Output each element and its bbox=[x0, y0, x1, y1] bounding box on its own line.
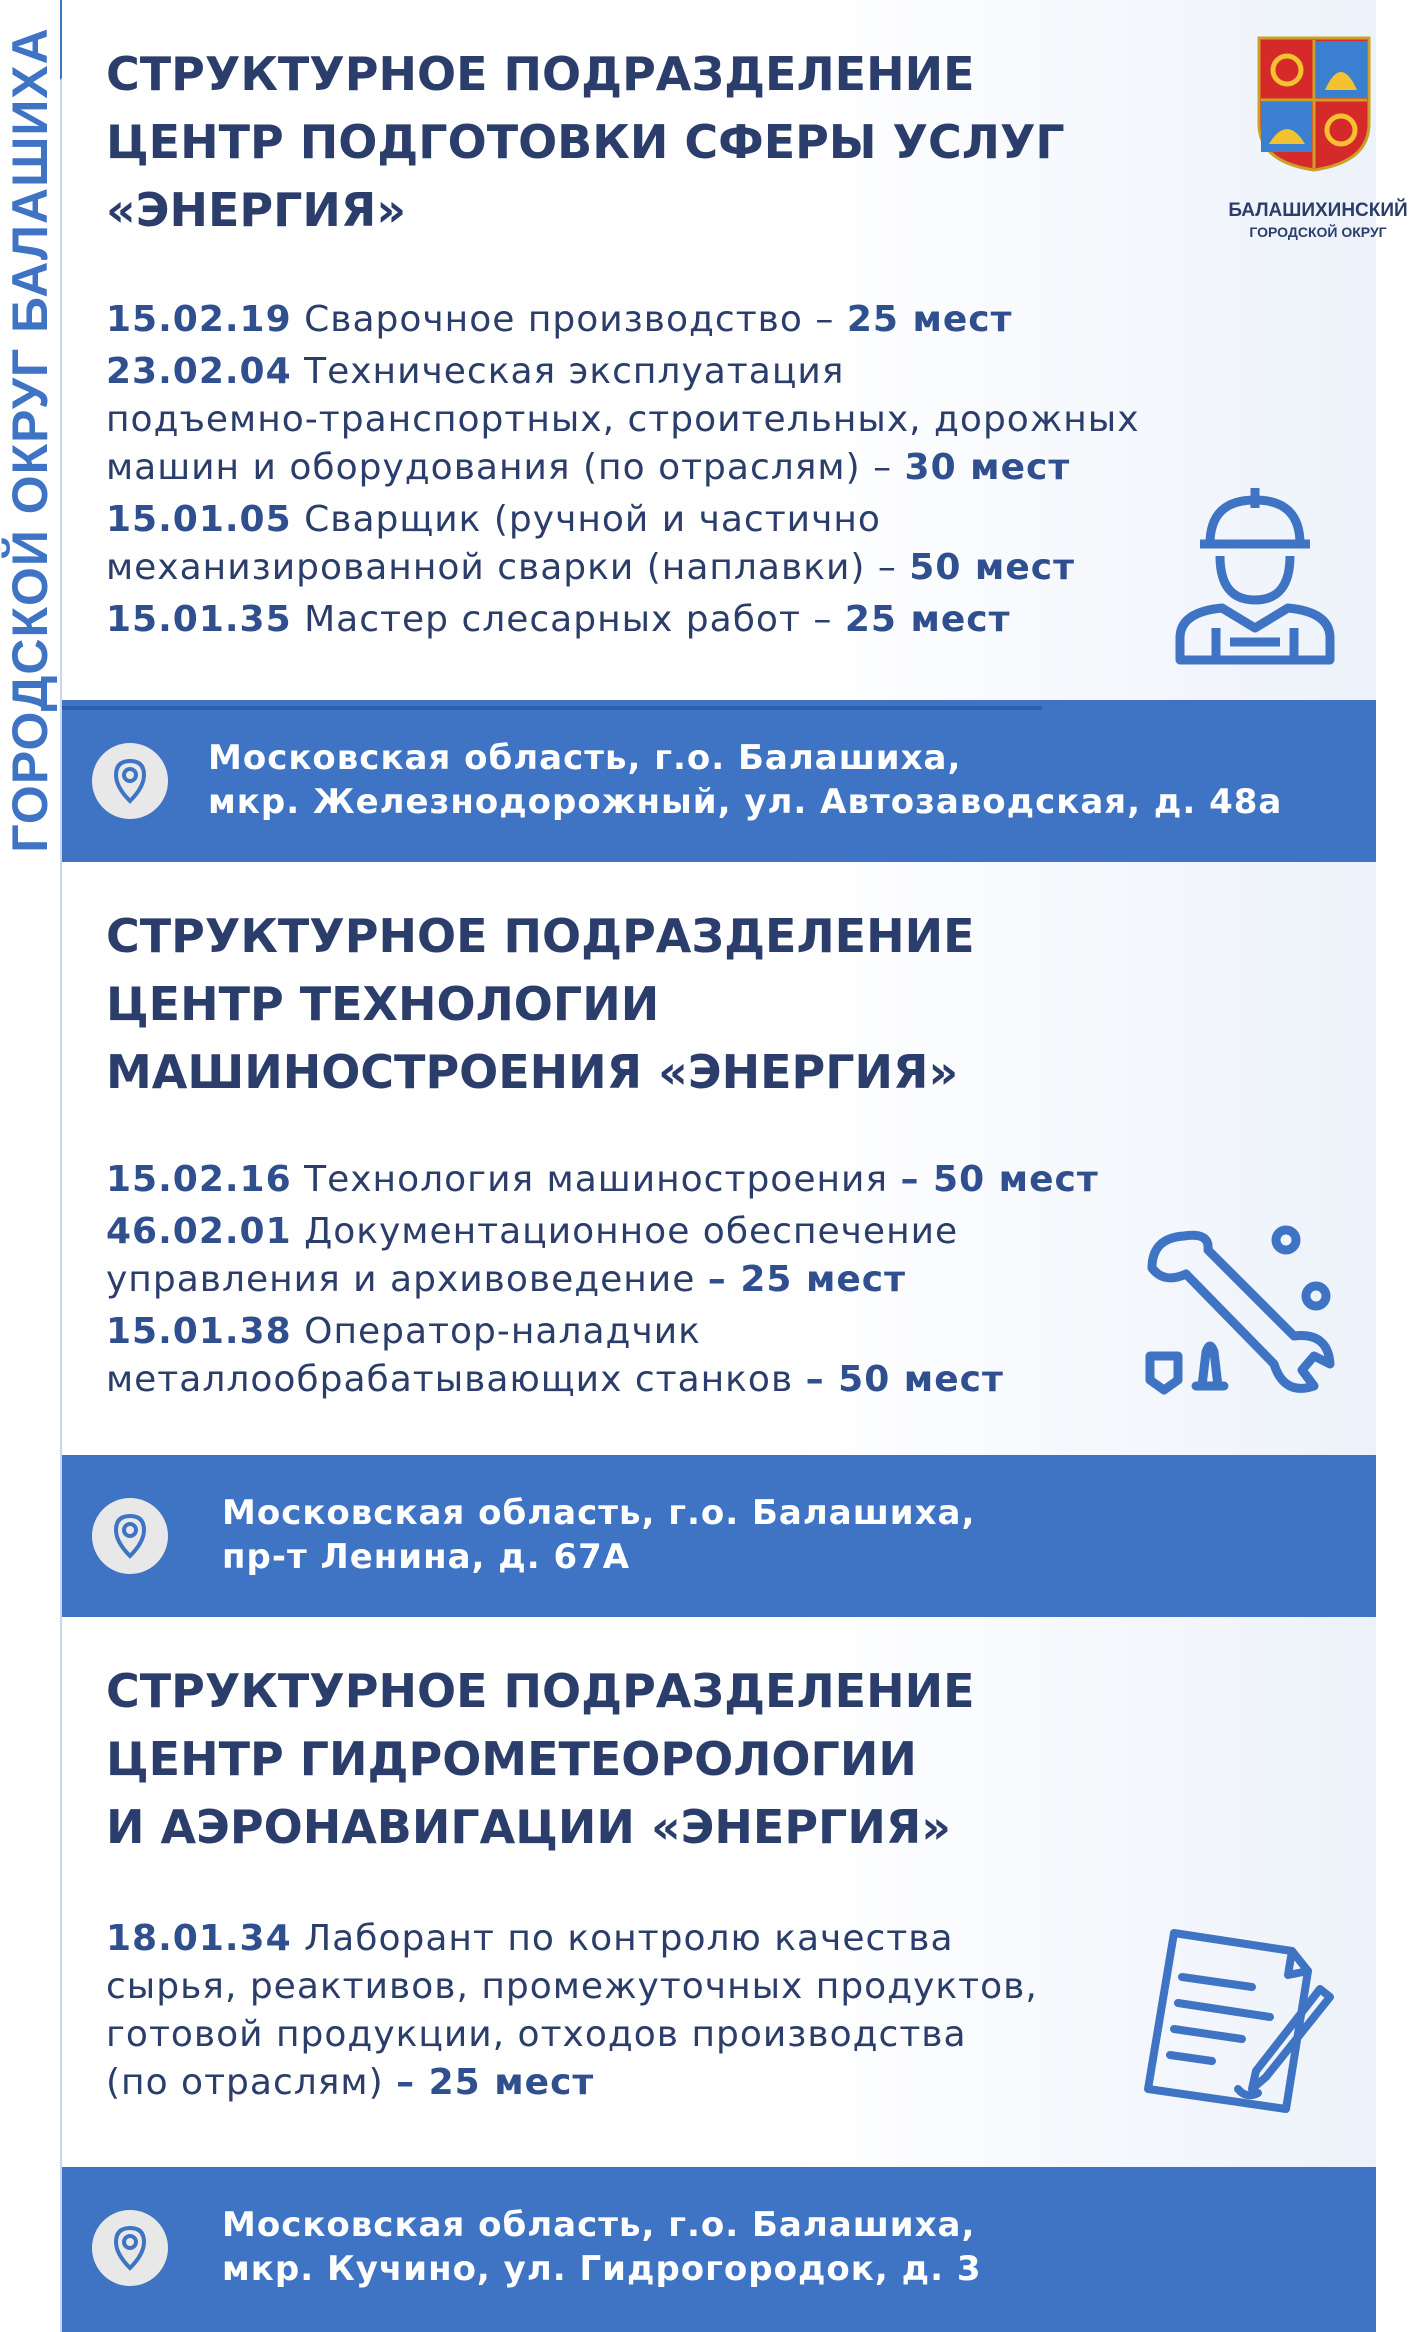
program-list bbox=[106, 1156, 1099, 1408]
section-services bbox=[62, 0, 1408, 700]
program-item: 23.02.04 Техническая эксплуатация подъемно-транспортных, строительных, дорожных машин и оборудования (по отраслям) – 30 мест bbox=[106, 351, 1140, 488]
program-item: 15.01.35 Мастер слесарных работ – 25 мест bbox=[106, 599, 1011, 640]
side-banner bbox=[0, 0, 62, 2332]
wrench-tools-icon bbox=[1144, 1224, 1334, 1394]
side-banner-text: ГОРОДСКОЙ ОКРУГ БАЛАШИХА bbox=[2, 27, 58, 853]
section-title: СТРУКТУРНОЕ ПОДРАЗДЕЛЕНИЕ ЦЕНТР ГИДРОМЕТЕОРОЛОГИИ И АЭРОНАВИГАЦИИ «ЭНЕРГИЯ» bbox=[106, 1664, 975, 1854]
location-pin-icon bbox=[92, 2210, 168, 2286]
program-item: 15.01.05 Сварщик (ручной и частично механизированной сварки (наплавки) – 50 мест bbox=[106, 499, 1075, 588]
address-bar bbox=[62, 2167, 1376, 2332]
address-bar bbox=[62, 700, 1376, 862]
worker-icon bbox=[1170, 478, 1340, 664]
address-text: Московская область, г.о. Балашиха, мкр. Кучино, ул. Гидрогородок, д. 3 bbox=[222, 2205, 982, 2289]
document-pen-icon bbox=[1142, 1927, 1342, 2113]
location-pin-icon bbox=[92, 1498, 168, 1574]
address-text: Московская область, г.о. Балашиха, мкр. Железнодорожный, ул. Автозаводская, д. 48а bbox=[208, 738, 1283, 822]
section-machine-building bbox=[62, 862, 1376, 1455]
program-item: 15.01.38 Оператор-наладчик металлообрабатывающих станков – 50 мест bbox=[106, 1311, 1004, 1400]
program-list bbox=[106, 1915, 1038, 2111]
address-text: Московская область, г.о. Балашиха, пр-т Ленина, д. 67А bbox=[222, 1493, 976, 1577]
section-hydrometeorology bbox=[62, 1617, 1376, 2167]
program-item: 15.02.16 Технология машиностроения – 50 мест bbox=[106, 1159, 1099, 1200]
location-pin-icon bbox=[92, 743, 168, 819]
program-item: 18.01.34 Лаборант по контролю качества сырья, реактивов, промежуточных продуктов, готовой продукции, отходов производства (по отраслям) – 25 мест bbox=[106, 1918, 1038, 2103]
brand-label: БАЛАШИХИНСКИЙ ГОРОДСКОЙ ОКРУГ bbox=[1228, 200, 1408, 240]
section-title: СТРУКТУРНОЕ ПОДРАЗДЕЛЕНИЕ ЦЕНТР ТЕХНОЛОГИИ МАШИНОСТРОЕНИЯ «ЭНЕРГИЯ» bbox=[106, 909, 975, 1099]
section-title: СТРУКТУРНОЕ ПОДРАЗДЕЛЕНИЕ ЦЕНТР ПОДГОТОВКИ СФЕРЫ УСЛУГ «ЭНЕРГИЯ» bbox=[106, 47, 1065, 237]
program-list bbox=[106, 296, 1140, 648]
program-item: 15.02.19 Сварочное производство – 25 мест bbox=[106, 299, 1013, 340]
address-bar bbox=[62, 1455, 1376, 1617]
coat-of-arms-icon bbox=[1255, 34, 1373, 172]
program-item: 46.02.01 Документационное обеспечение управления и архивоведение – 25 мест bbox=[106, 1211, 959, 1300]
